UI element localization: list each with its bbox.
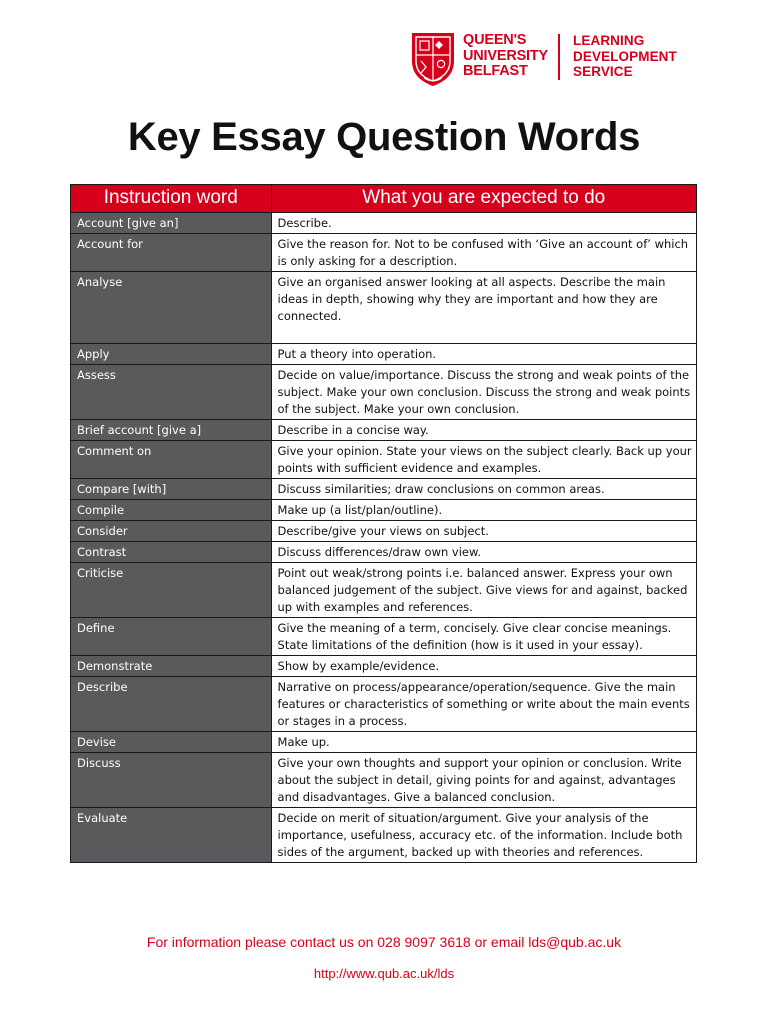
instruction-description: Narrative on process/appearance/operation/sequence. Give the main features or characteristics of something or write about the main events or stages in a process. [271,677,696,732]
university-crest-icon [410,31,456,87]
instruction-description: Describe. [271,213,696,234]
table-row [71,272,697,344]
instruction-description: Put a theory into operation. [271,344,696,365]
table-row [71,753,697,808]
instruction-word: Contrast [71,542,272,563]
instruction-description: Point out weak/strong points i.e. balanced answer. Express your own balanced judgement of the subject. Give views for and against, backed up with examples and references. [271,563,696,618]
instruction-description: Decide on merit of situation/argument. Give your analysis of the importance, usefulness, accuracy etc. of the information. Include both sides of the argument, backed up with theories and references. [271,808,696,863]
instruction-word: Compare [with] [71,479,272,500]
instruction-word: Account for [71,234,272,272]
instruction-description: Give the reason for. Not to be confused with ‘Give an account of’ which is only asking for a description. [271,234,696,272]
university-name-line: QUEEN'S [463,32,527,48]
service-name [573,33,677,80]
instruction-word: Consider [71,521,272,542]
qub-lds-logo [410,31,677,87]
instruction-description: Decide on value/importance. Discuss the strong and weak points of the subject. Make your own conclusion. Discuss the strong and weak points of the subject. Make your own conclusion. [271,365,696,420]
instruction-word: Assess [71,365,272,420]
instruction-description: Give the meaning of a term, concisely. Give clear concise meanings. State limitations of the definition (how is it used in your essay). [271,618,696,656]
instruction-description: Give an organised answer looking at all aspects. Describe the main ideas in depth, showing why they are important and how they are connected. [271,272,696,344]
table-row [71,344,697,365]
instruction-description: Discuss similarities; draw conclusions on common areas. [271,479,696,500]
instruction-description: Give your own thoughts and support your opinion or conclusion. Write about the subject in detail, giving points for and against, advantages and disadvantages. Give a balanced conclusion. [271,753,696,808]
table-row [71,213,697,234]
page-title: Key Essay Question Words [127,115,641,159]
question-words-table [70,184,697,863]
table-row [71,732,697,753]
table-row [71,234,697,272]
instruction-word: Describe [71,677,272,732]
instruction-word: Criticise [71,563,272,618]
table-row [71,500,697,521]
instruction-word: Account [give an] [71,213,272,234]
table-row [71,365,697,420]
table-row [71,441,697,479]
contact-info: For information please contact us on 028 9097 3618 or email lds@qub.ac.uk [146,934,622,950]
table-row [71,521,697,542]
table-row [71,656,697,677]
table-row [71,542,697,563]
instruction-description: Make up (a list/plan/outline). [271,500,696,521]
university-name-line: UNIVERSITY [463,47,549,64]
instruction-word: Evaluate [71,808,272,863]
table-row [71,563,697,618]
instruction-description: Show by example/evidence. [271,656,696,677]
instruction-word: Brief account [give a] [71,420,272,441]
instruction-word: Apply [71,344,272,365]
instruction-word: Discuss [71,753,272,808]
instruction-word: Analyse [71,272,272,344]
table-row [71,808,697,863]
website-link[interactable]: http://www.qub.ac.uk/lds [313,966,455,981]
service-name-line: SERVICE [573,64,633,79]
instruction-word: Devise [71,732,272,753]
instruction-description: Describe in a concise way. [271,420,696,441]
table-row [71,677,697,732]
university-name-line: BELFAST [463,63,528,79]
table-row [71,420,697,441]
service-name-line: LEARNING [573,33,645,48]
instruction-description: Discuss differences/draw own view. [271,542,696,563]
table-row [71,479,697,500]
table-header-row [71,185,697,213]
instruction-word: Define [71,618,272,656]
table-row [71,618,697,656]
instruction-word: Demonstrate [71,656,272,677]
service-name-line: DEVELOPMENT [573,48,677,64]
instruction-description: Give your opinion. State your views on the subject clearly. Back up your points with sufficient evidence and examples. [271,441,696,479]
instruction-description: Make up. [271,732,696,753]
logo-divider [558,34,560,80]
instruction-word: Comment on [71,441,272,479]
instruction-description: Describe/give your views on subject. [271,521,696,542]
university-name [463,33,548,80]
column-header-word: Instruction word [71,185,272,213]
column-header-description: What you are expected to do [271,185,696,213]
instruction-word: Compile [71,500,272,521]
